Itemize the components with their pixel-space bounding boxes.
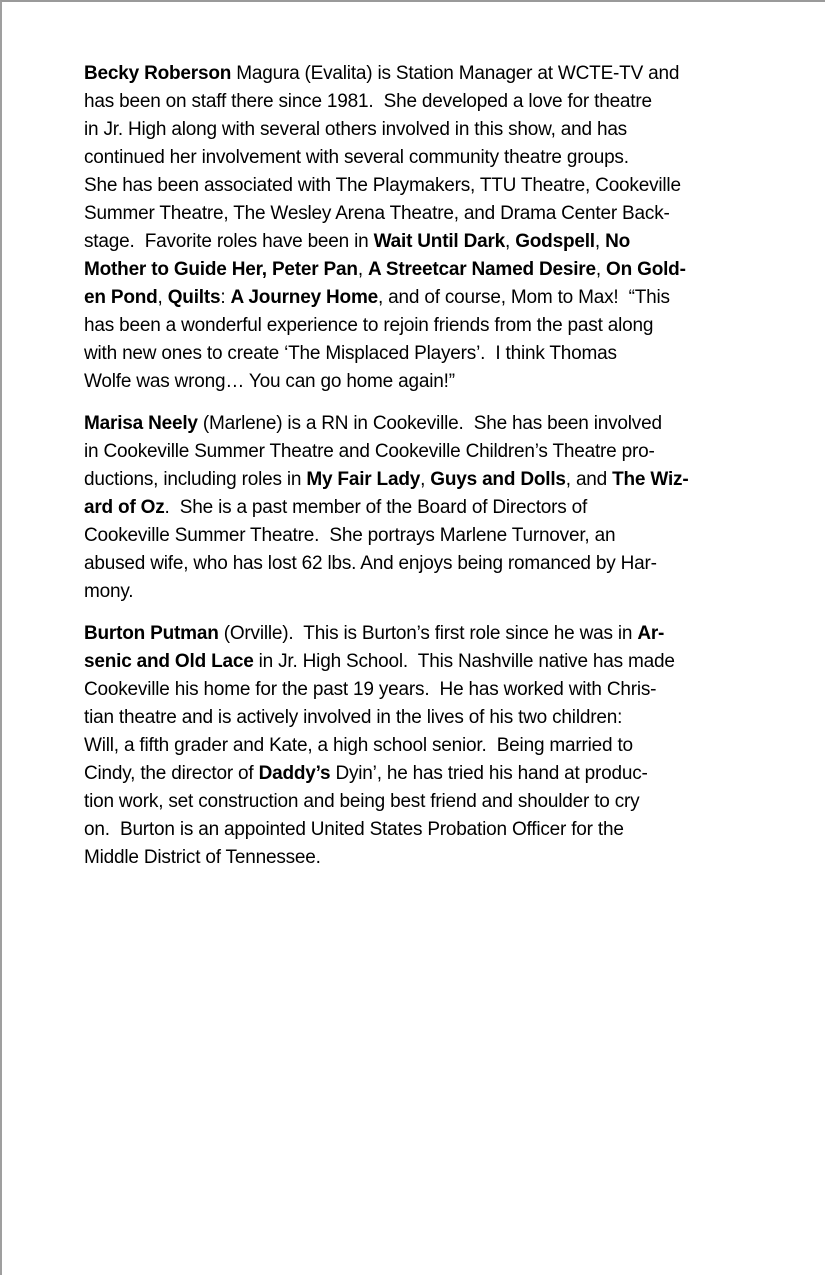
text-line <box>84 522 774 550</box>
text-line <box>84 676 774 704</box>
text-line <box>84 732 774 760</box>
text-line <box>84 256 774 284</box>
bold-text-run: My Fair Lady <box>306 469 421 490</box>
bold-text-run: On Gold- <box>606 259 686 280</box>
text-line <box>84 340 774 368</box>
bold-text-run: A Streetcar Named Desire <box>367 259 596 280</box>
text-line <box>84 620 774 648</box>
text-line <box>84 144 774 172</box>
text-run: Cookeville his home for the past 19 years. He has worked with Chris- <box>84 679 657 700</box>
text-run: She has been associated with The Playmakers, TTU Theatre, Cookeville <box>84 175 681 196</box>
text-run: stage. Favorite roles have been in <box>84 231 374 252</box>
text-run: : <box>220 287 231 308</box>
bold-text-run: Wait Until Dark <box>373 231 506 252</box>
bold-text-run: A Journey Home <box>230 287 379 308</box>
bold-text-run: Quilts <box>167 287 221 308</box>
bold-text-run: Guys and Dolls <box>430 469 566 490</box>
text-line <box>84 816 774 844</box>
text-line <box>84 284 774 312</box>
text-run: (Marlene) is a RN in Cookeville. She has been involved <box>197 413 662 434</box>
text-run: , and <box>565 469 613 490</box>
text-run: tian theatre and is actively involved in the lives of his two children: <box>84 707 623 728</box>
text-run: , <box>505 231 516 252</box>
text-line <box>84 578 774 606</box>
text-run: Magura (Evalita) is Station Manager at WCTE-TV and <box>231 63 680 84</box>
text-run: , <box>595 259 607 280</box>
text-run: Will, a fifth grader and Kate, a high school senior. Being married to <box>84 735 633 756</box>
bold-text-run: No <box>605 231 630 252</box>
text-run: in Cookeville Summer Theatre and Cookeville Children’s Theatre pro- <box>84 441 655 462</box>
text-line <box>84 200 774 228</box>
text-run: Summer Theatre, The Wesley Arena Theatre, and Drama Center Back- <box>84 203 670 224</box>
text-run: tion work, set construction and being best friend and shoulder to cry <box>84 791 640 812</box>
text-line <box>84 844 774 872</box>
text-line <box>84 494 774 522</box>
bold-text-run: senic and Old Lace <box>84 651 254 672</box>
cast-bio-text <box>84 60 774 886</box>
text-run: ductions, including roles in <box>84 469 307 490</box>
text-line <box>84 60 774 88</box>
bio-paragraph-2 <box>84 410 774 606</box>
text-run: continued her involvement with several community theatre groups. <box>84 147 629 168</box>
text-line <box>84 760 774 788</box>
text-run: Wolfe was wrong… You can go home again!” <box>84 371 455 392</box>
text-run: Cindy, the director of <box>84 763 259 784</box>
bold-text-run: Becky Roberson <box>84 63 232 84</box>
bold-text-run: Ar- <box>637 623 665 644</box>
text-line <box>84 550 774 578</box>
text-run: has been a wonderful experience to rejoin friends from the past along <box>84 315 654 336</box>
text-line <box>84 466 774 494</box>
text-run: , and of course, Mom to Max! “This <box>378 287 670 308</box>
bold-text-run: Peter Pan <box>271 259 358 280</box>
text-line <box>84 88 774 116</box>
bold-text-run: Godspell <box>515 231 595 252</box>
text-line <box>84 438 774 466</box>
bio-paragraph-3 <box>84 620 774 872</box>
text-run: mony. <box>84 581 134 602</box>
text-run: , <box>157 287 168 308</box>
text-run: (Orville). This is Burton’s first role since he was in <box>218 623 638 644</box>
text-line <box>84 228 774 256</box>
text-run: with new ones to create ‘The Misplaced Players’. I think Thomas <box>84 343 617 364</box>
text-run: Dyin’, he has tried his hand at produc- <box>330 763 648 784</box>
text-run: , <box>420 469 431 490</box>
bold-text-run: Burton Putman <box>84 623 219 644</box>
text-line <box>84 648 774 676</box>
bio-paragraph-1 <box>84 60 774 396</box>
text-line <box>84 368 774 396</box>
text-run: , <box>357 259 368 280</box>
text-run: Middle District of Tennessee. <box>84 847 321 868</box>
text-run: in Jr. High School. This Nashville native has made <box>253 651 675 672</box>
bold-text-run: Daddy’s <box>258 763 331 784</box>
text-run: abused wife, who has lost 62 lbs. And enjoys being romanced by Har- <box>84 553 657 574</box>
text-run: , <box>594 231 606 252</box>
bold-text-run: en Pond <box>84 287 158 308</box>
text-run: has been on staff there since 1981. She developed a love for theatre <box>84 91 652 112</box>
text-line <box>84 172 774 200</box>
bold-text-run: Marisa Neely <box>84 413 198 434</box>
text-line <box>84 704 774 732</box>
text-run: on. Burton is an appointed United States Probation Officer for the <box>84 819 624 840</box>
bold-text-run: The Wiz- <box>612 469 689 490</box>
text-run: . She is a past member of the Board of Directors of <box>164 497 588 518</box>
text-line <box>84 410 774 438</box>
text-run: in Jr. High along with several others involved in this show, and has <box>84 119 627 140</box>
text-line <box>84 312 774 340</box>
text-run: Cookeville Summer Theatre. She portrays Marlene Turnover, an <box>84 525 616 546</box>
text-line <box>84 116 774 144</box>
bold-text-run: Mother to Guide Her, <box>84 259 267 280</box>
text-line <box>84 788 774 816</box>
bold-text-run: ard of Oz <box>84 497 165 518</box>
